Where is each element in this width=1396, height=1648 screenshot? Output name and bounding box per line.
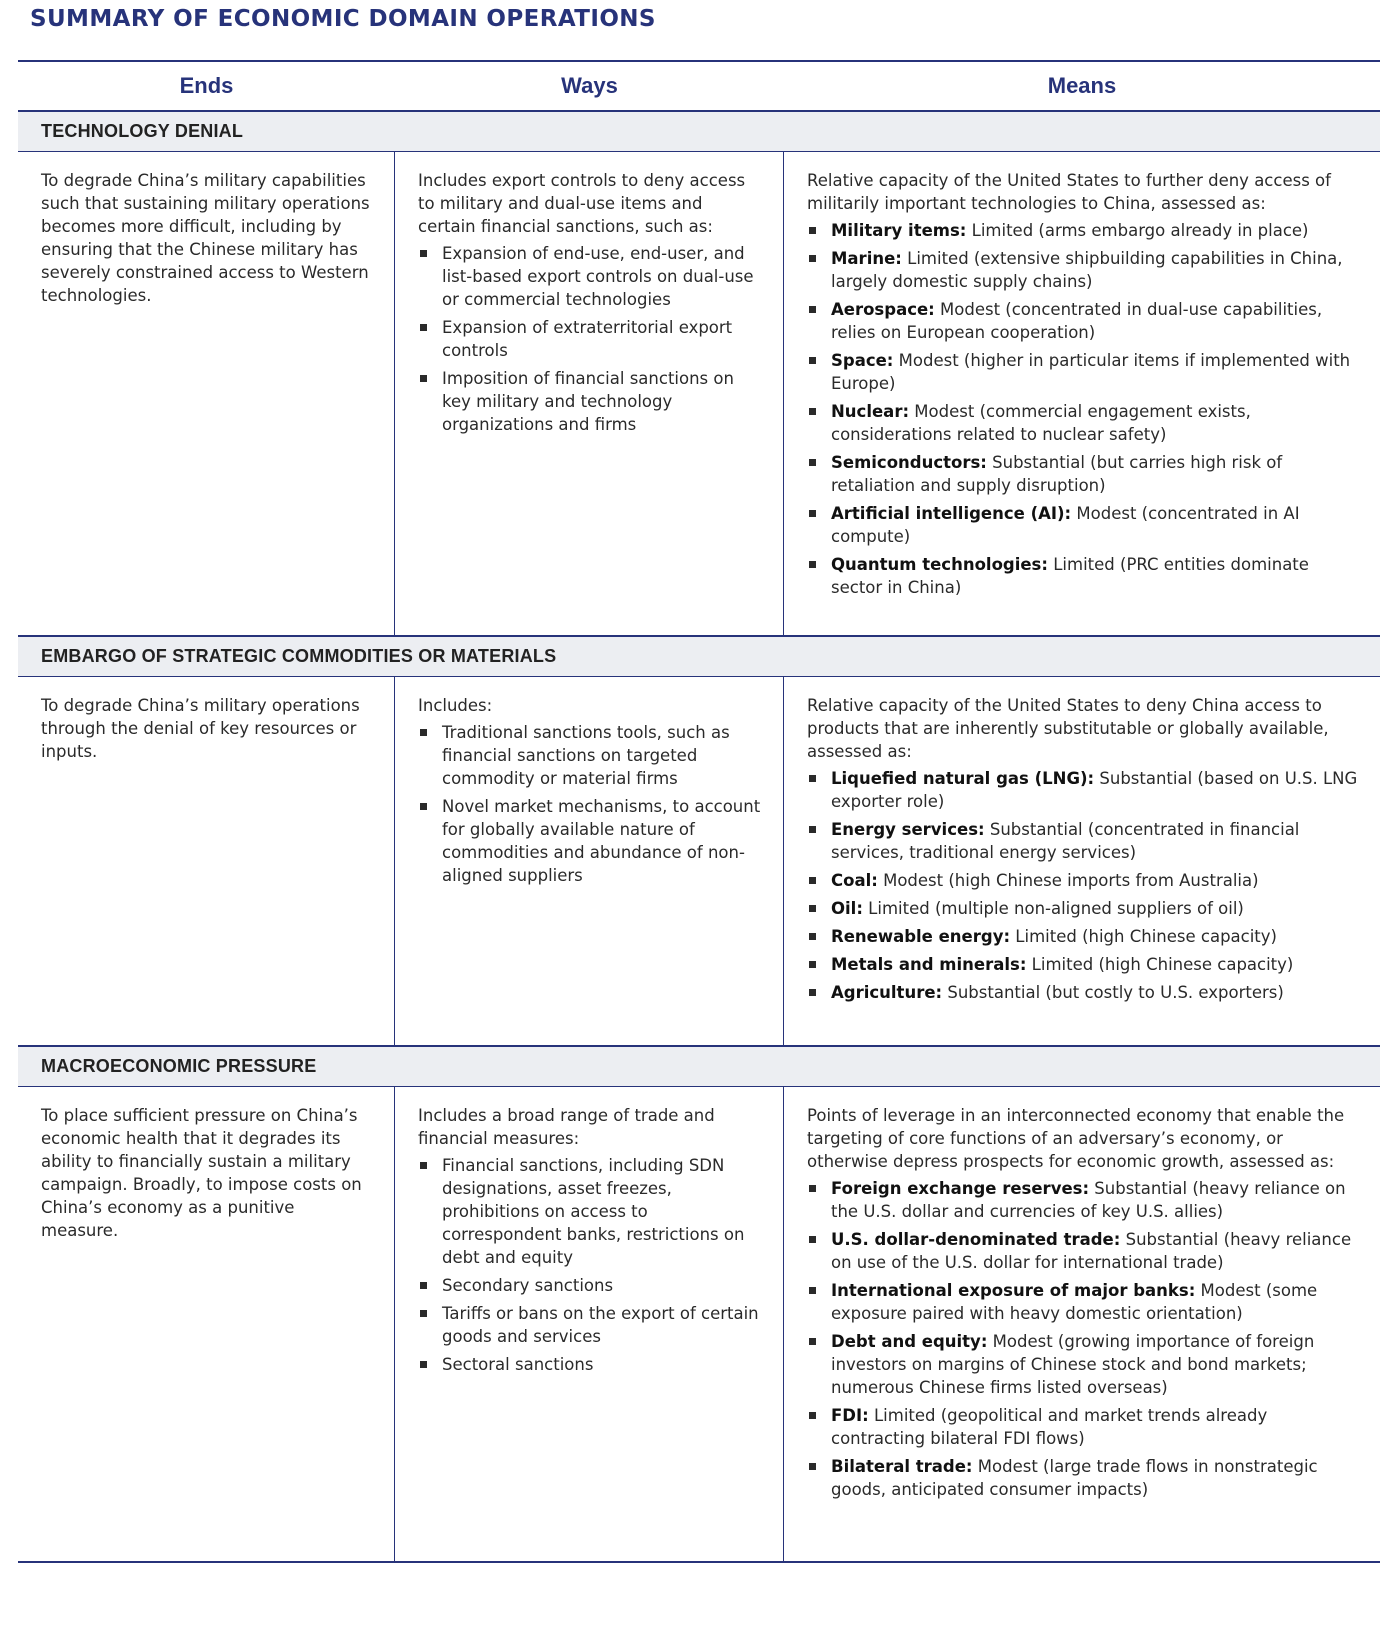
ways-item-text: Expansion of extraterritorial export controls [442,318,733,360]
square-bullet-icon [809,306,816,313]
square-bullet-icon [809,1412,816,1419]
list-item [418,242,763,311]
list-item [807,953,1360,976]
means-intro: Relative capacity of the United States to deny China access to products that are inherently substitutable or globally available, assessed as: [807,696,1329,761]
list-item [807,981,1360,1004]
ways-list [418,1154,763,1376]
ways-item-text: Secondary sanctions [442,1276,614,1295]
means-cell [784,152,1380,635]
means-item-term: Aerospace: [831,300,935,319]
means-cell [784,1087,1380,1561]
list-item [807,1279,1360,1325]
page-title: SUMMARY OF ECONOMIC DOMAIN OPERATIONS [30,6,656,32]
means-item-term: International exposure of major banks: [831,1281,1196,1300]
list-item [807,298,1360,344]
means-item-term: Military items: [831,221,967,240]
means-intro: Relative capacity of the United States to further deny access of militarily important technologies to China, assessed as: [807,171,1331,213]
means-item-term: Debt and equity: [831,1332,988,1351]
square-bullet-icon [809,357,816,364]
means-item-term: Agriculture: [831,983,943,1002]
column-header-row [18,62,1380,112]
means-item-text: Modest (concentrated in AI compute) [831,504,1300,546]
means-item-text: Substantial (concentrated in financial services, traditional energy services) [831,820,1300,862]
list-item [807,1404,1360,1450]
means-item-term: U.S. dollar-denominated trade: [831,1230,1121,1249]
square-bullet-icon [809,1338,816,1345]
means-item-term: Space: [831,351,894,370]
means-item-text: Limited (extensive shipbuilding capabilities in China, largely domestic supply chains) [831,249,1343,291]
square-bullet-icon [420,250,427,257]
list-item [418,795,763,887]
list-item [807,553,1360,599]
square-bullet-icon [809,408,816,415]
list-item [807,1330,1360,1399]
square-bullet-icon [809,933,816,940]
square-bullet-icon [420,1282,427,1289]
ways-list [418,242,763,436]
list-item [807,818,1360,864]
list-item [807,897,1360,920]
list-item [807,1455,1360,1501]
ways-intro: Includes export controls to deny access to military and dual-use items and certain financial sanctions, such as: [418,171,746,236]
section-row [18,1087,1380,1563]
list-item [807,767,1360,813]
means-item-term: Bilateral trade: [831,1457,973,1476]
section-header: MACROECONOMIC PRESSURE [18,1047,1380,1087]
means-item-term: Oil: [831,899,863,918]
means-item-text: Limited (multiple non-aligned suppliers of oil) [862,899,1244,918]
list-item [418,316,763,362]
section-row [18,152,1380,637]
means-item-text: Substantial (but costly to U.S. exporters) [942,983,1284,1002]
means-list [807,767,1360,1004]
means-list [807,219,1360,599]
square-bullet-icon [809,227,816,234]
square-bullet-icon [809,775,816,782]
square-bullet-icon [420,324,427,331]
ends-cell [18,677,395,1045]
ways-cell [395,677,784,1045]
list-item [807,925,1360,948]
square-bullet-icon [809,561,816,568]
list-item [807,451,1360,497]
table-sections [18,112,1380,1563]
square-bullet-icon [420,803,427,810]
means-item-term: FDI: [831,1406,869,1425]
square-bullet-icon [420,1162,427,1169]
list-item [807,1228,1360,1274]
list-item [418,367,763,436]
ends-text: To degrade China’s military capabilities such that sustaining military operations becomes more difficult, including by ensuring that the Chinese military has severely constrained access to Western technologies. [41,171,370,305]
square-bullet-icon [809,510,816,517]
means-item-term: Energy services: [831,820,985,839]
means-cell [784,677,1380,1045]
means-item-term: Artificial intelligence (AI): [831,504,1072,523]
list-item [418,721,763,790]
ways-item-text: Sectoral sanctions [442,1355,594,1374]
square-bullet-icon [420,1361,427,1368]
section-header: TECHNOLOGY DENIAL [18,112,1380,152]
square-bullet-icon [420,1310,427,1317]
section-header: EMBARGO OF STRATEGIC COMMODITIES OR MATERIALS [18,637,1380,677]
means-item-text: Limited (geopolitical and market trends already contracting bilateral FDI flows) [831,1406,1268,1448]
list-item [807,502,1360,548]
ways-cell [395,1087,784,1561]
means-item-text: Limited (arms embargo already in place) [966,221,1309,240]
square-bullet-icon [809,255,816,262]
ways-item-text: Imposition of financial sanctions on key military and technology organizations and firms [442,369,734,434]
means-item-term: Metals and minerals: [831,955,1027,974]
list-item [807,219,1360,242]
list-item [807,400,1360,446]
square-bullet-icon [809,877,816,884]
list-item [418,1274,763,1297]
means-item-text: Modest (large trade flows in nonstrategic goods, anticipated consumer impacts) [831,1457,1318,1499]
square-bullet-icon [809,989,816,996]
ends-cell [18,1087,395,1561]
means-item-term: Marine: [831,249,902,268]
means-item-term: Semiconductors: [831,453,987,472]
means-item-term: Coal: [831,871,878,890]
ways-item-text: Expansion of end-use, end-user, and list-based export controls on dual-use or commercial technologies [442,244,754,309]
means-item-text: Limited (high Chinese capacity) [1010,927,1277,946]
means-item-text: Modest (some exposure paired with heavy domestic orientation) [831,1281,1318,1323]
ways-item-text: Tariffs or bans on the export of certain goods and services [442,1304,759,1346]
column-header-means: Means [1047,73,1117,98]
square-bullet-icon [809,826,816,833]
square-bullet-icon [809,961,816,968]
means-item-text: Modest (high Chinese imports from Australia) [877,871,1259,890]
means-item-term: Foreign exchange reserves: [831,1179,1090,1198]
square-bullet-icon [809,1236,816,1243]
means-item-text: Modest (commercial engagement exists, considerations related to nuclear safety) [831,402,1251,444]
ways-item-text: Financial sanctions, including SDN designations, asset freezes, prohibitions on access to correspondent banks, restrictions on debt and equity [442,1156,745,1267]
square-bullet-icon [420,375,427,382]
means-item-text: Modest (growing importance of foreign investors on margins of Chinese stock and bond markets; numerous Chinese firms listed overseas) [831,1332,1315,1397]
ways-intro: Includes: [418,696,493,715]
ways-item-text: Novel market mechanisms, to account for globally available nature of commodities and abundance of non-aligned suppliers [442,797,761,885]
means-item-term: Quantum technologies: [831,555,1048,574]
ends-text: To place sufficient pressure on China’s economic health that it degrades its ability to financially sustain a military campaign. Broadly, to impose costs on China’s economy as a punitive measure. [41,1106,362,1240]
list-item [807,1177,1360,1223]
list-item [807,349,1360,395]
list-item [807,247,1360,293]
means-item-text: Substantial (based on U.S. LNG exporter role) [831,769,1358,811]
means-item-text: Limited (PRC entities dominate sector in China) [831,555,1309,597]
ways-item-text: Traditional sanctions tools, such as financial sanctions on targeted commodity or material firms [442,723,730,788]
ways-cell [395,152,784,635]
means-item-text: Limited (high Chinese capacity) [1026,955,1294,974]
ways-intro: Includes a broad range of trade and financial measures: [418,1106,715,1148]
means-item-term: Nuclear: [831,402,910,421]
column-header-ends: Ends [179,73,234,98]
means-list [807,1177,1360,1501]
means-intro: Points of leverage in an interconnected economy that enable the targeting of core functions of an adversary’s economy, or otherwise depress prospects for economic growth, assessed as: [807,1106,1345,1171]
column-header-ways: Ways [561,73,618,98]
means-item-text: Substantial (heavy reliance on the U.S. dollar and currencies of key U.S. allies) [831,1179,1346,1221]
list-item [807,869,1360,892]
means-item-text: Modest (concentrated in dual-use capabilities, relies on European cooperation) [831,300,1323,342]
list-item [418,1154,763,1269]
square-bullet-icon [809,1185,816,1192]
means-item-term: Renewable energy: [831,927,1011,946]
section-row [18,677,1380,1047]
ends-cell [18,152,395,635]
ways-list [418,721,763,887]
square-bullet-icon [420,729,427,736]
means-item-text: Substantial (heavy reliance on use of the U.S. dollar for international trade) [831,1230,1352,1272]
means-item-text: Modest (higher in particular items if implemented with Europe) [831,351,1351,393]
list-item [418,1353,763,1376]
square-bullet-icon [809,905,816,912]
list-item [418,1302,763,1348]
square-bullet-icon [809,1463,816,1470]
square-bullet-icon [809,459,816,466]
means-item-text: Substantial (but carries high risk of retaliation and supply disruption) [831,453,1283,495]
square-bullet-icon [809,1287,816,1294]
ends-text: To degrade China’s military operations through the denial of key resources or inputs. [41,696,360,761]
operations-table [18,60,1380,1563]
means-item-term: Liquefied natural gas (LNG): [831,769,1095,788]
